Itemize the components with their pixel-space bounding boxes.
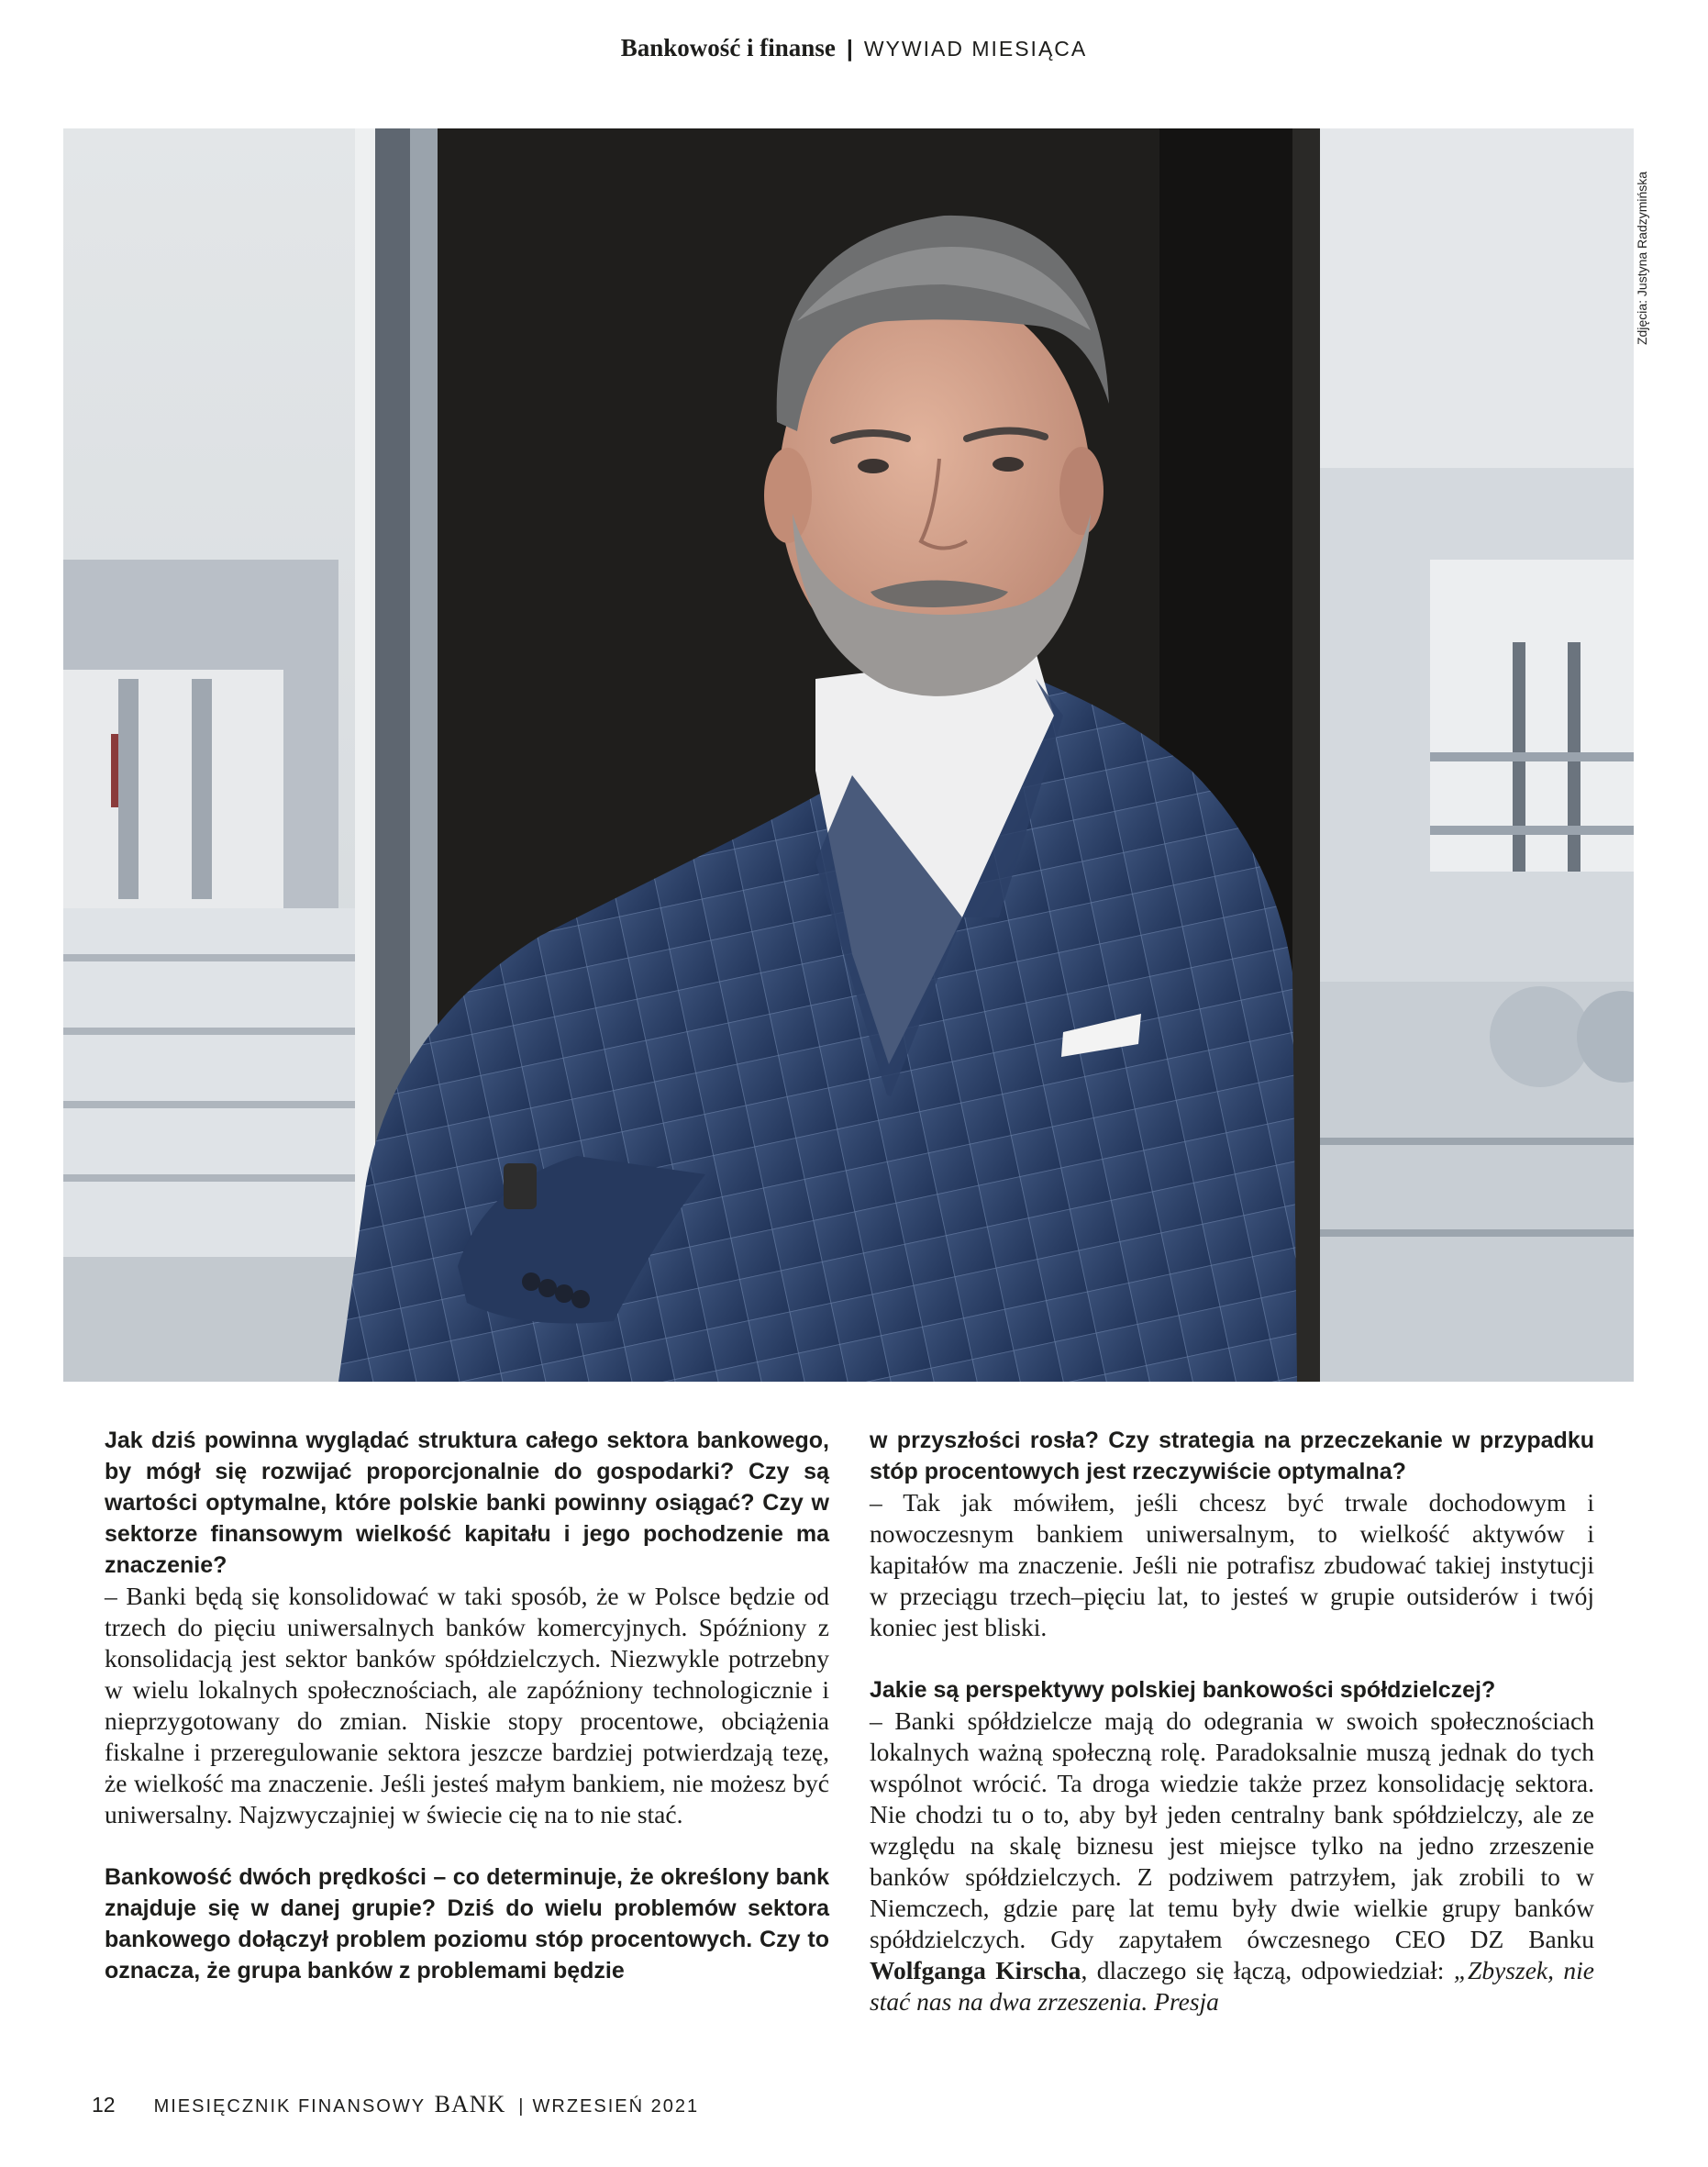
answer-1: – Banki będą się konsolidować w taki sposób, że w Polsce będzie od trzech do pięciu uniwersalnych banków komercyjnych. Spóźniony z konsolidacją jest sektor banków spółdzielczych. Niezwykle potrzebny w wielu lokalnych społecznościach, ale zapóźniony technologicznie i nieprzygotowany do zmian. Niskie stopy procentowe, obciążenia fiskalne i przeregulowanie sektora jeszcze bardziej potwierdzają tezę, że wielkość ma znaczenie. Jeśli jesteś małym bankiem, nie możesz być uniwersalny. Najzwyczajniej w świecie cię na to nie stać.	[105, 1582, 829, 1828]
section-title: Bankowość i finanse	[620, 34, 836, 61]
header-separator: |	[846, 36, 853, 61]
answer-3-name: Wolfganga Kirscha	[870, 1956, 1081, 1984]
photo-credit-text: Zdjęcia: Justyna Radzymińska	[1635, 171, 1649, 345]
question-1: Jak dziś powinna wyglądać struktura całego sektora bankowego, by mógł się rozwijać proporcjonalnie do gospodarki? Czy są wartości optymalne, które polskie banki powinny osiągać? Czy w sektorze finansowym wielkość kapitału i jego pochodzenie ma znaczenie?	[105, 1428, 829, 1578]
question-3: Jakie są perspektywy polskiej bankowości spółdzielczej?	[870, 1677, 1496, 1703]
answer-3-start: – Banki spółdzielcze mają do odegrania w swoich społecznościach lokalnych ważną społeczną rolę. Paradoksalnie muszą jednak do tych wspólnot wrócić. Ta droga wiedzie także przez konsolidację sektora. Nie chodzi tu o to, aby był jeden centralny bank spółdzielczy, ale ze względu na skalę biznesu jest miejsce tylko na jedno zrzeszenie banków spółdzielczych. Z podziwem patrzyłem, jak zrobili to w Niemczech, gdzie parę lat temu były dwie wielkie grupy banków spółdzielczych. Gdy zapytałem ówczesnego CEO DZ Banku	[870, 1706, 1594, 1953]
running-header	[0, 33, 1708, 64]
magazine-brand: BANK	[434, 2091, 506, 2117]
question-2: Bankowość dwóch prędkości – co determinuje, że określony bank znajduje się w danej grupie? Dziś do wielu problemów sektora bankowego dołączył problem poziomu stóp procentowych. Czy to oznacza, że grupa banków z problemami będzie	[105, 1864, 829, 1984]
answer-2: – Tak jak mówiłem, jeśli chcesz być trwale dochodowym i nowoczesnym bankiem uniwersalnym, to wielkość aktywów i kapitałów ma znaczenie. Jeśli nie potrafisz zbudować takiej instytucji w przeciągu trzech–pięciu lat, to jesteś w grupie outsiderów i twój koniec jest bliski.	[870, 1488, 1594, 1641]
answer-3-mid: , dlaczego się łączą, odpowiedział:	[1081, 1956, 1454, 1984]
right-buildings	[1320, 128, 1634, 1382]
issue-date: WRZESIEŃ 2021	[532, 2096, 700, 2117]
page-number: 12	[92, 2093, 116, 2117]
footer-separator: |	[518, 2096, 524, 2117]
question-2-continued: w przyszłości rosła? Czy strategia na przeczekanie w przypadku stóp procentowych jest rzeczywiście optymalna?	[870, 1428, 1594, 1484]
page-footer	[92, 2091, 699, 2120]
magazine-name: MIESIĘCZNIK FINANSOWY	[153, 2096, 427, 2117]
answer-3-quote: „Zbyszek, nie stać nas na dwa zrzeszenia. Presja	[870, 1956, 1595, 2016]
left-buildings	[63, 560, 375, 1382]
article-kind: WYWIAD MIESIĄCA	[863, 37, 1088, 61]
photo-credit	[1631, 127, 1657, 347]
right-column	[870, 1425, 1594, 2017]
answer-3	[870, 1706, 1594, 2017]
portrait-photo	[63, 128, 1634, 1382]
left-column	[105, 1425, 829, 1986]
